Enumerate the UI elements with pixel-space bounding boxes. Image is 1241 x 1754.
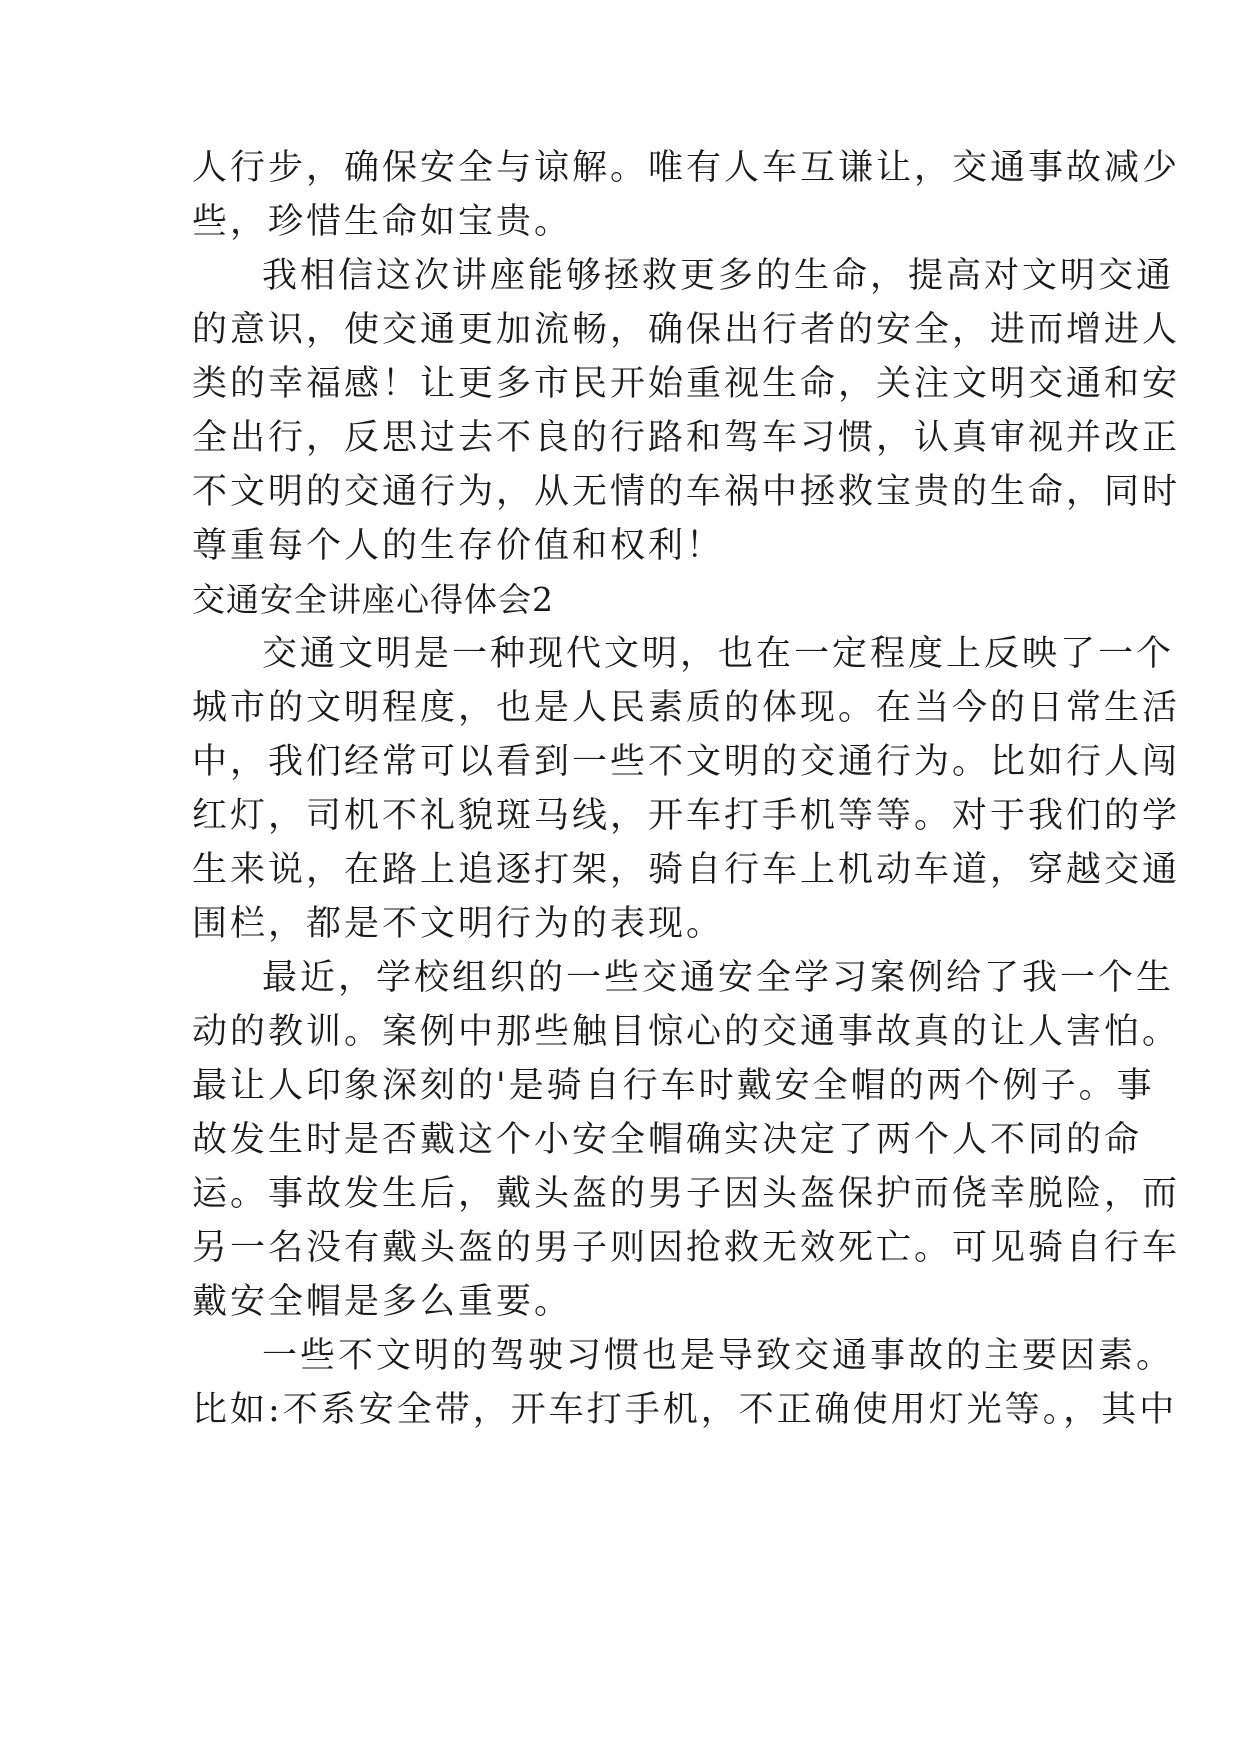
text-line: 最让人印象深刻的'是骑自行车时戴安全帽的两个例子。事 xyxy=(192,1066,1155,1106)
text-line: 些，珍惜生命如宝贵。 xyxy=(192,202,573,242)
text-line: 比如:不系安全带，开车打手机，不正确使用灯光等。，其中 xyxy=(192,1390,1178,1430)
text-line: 尊重每个人的生存价值和权利！ xyxy=(192,526,725,566)
text-line: 的意识，使交通更加流畅，确保出行者的安全，进而增进人 xyxy=(192,310,1181,350)
text-line: 中，我们经常可以看到一些不文明的交通行为。比如行人闯 xyxy=(192,742,1181,782)
text-line: 红灯，司机不礼貌斑马线，开车打手机等等。对于我们的学 xyxy=(192,796,1181,836)
text-line: 类的幸福感！让更多市民开始重视生命，关注文明交通和安 xyxy=(192,364,1181,404)
text-line: 运。事故发生后，戴头盔的男子因头盔保护而侥幸脱险，而 xyxy=(192,1174,1181,1214)
paragraph-start-line: 最近，学校组织的一些交通安全学习案例给了我一个生 xyxy=(262,958,1175,998)
paragraph-start-line: 我相信这次讲座能够拯救更多的生命，提高对文明交通 xyxy=(262,256,1175,296)
text-line: 围栏，都是不文明行为的表现。 xyxy=(192,904,725,944)
text-line: 城市的文明程度，也是人民素质的体现。在当今的日常生活 xyxy=(192,688,1181,728)
paragraph-start-line: 交通文明是一种现代文明，也在一定程度上反映了一个 xyxy=(262,634,1175,674)
text-line: 人行步，确保安全与谅解。唯有人车互谦让，交通事故减少 xyxy=(192,148,1181,188)
text-line: 另一名没有戴头盔的男子则因抢救无效死亡。可见骑自行车 xyxy=(192,1228,1181,1268)
text-line: 动的教训。案例中那些触目惊心的交通事故真的让人害怕。 xyxy=(192,1012,1181,1052)
text-line: 不文明的交通行为，从无情的车祸中拯救宝贵的生命，同时 xyxy=(192,472,1181,512)
text-line: 生来说，在路上追逐打架，骑自行车上机动车道，穿越交通 xyxy=(192,850,1181,890)
section-heading: 交通安全讲座心得体会2 xyxy=(192,580,554,619)
text-line: 戴安全帽是多么重要。 xyxy=(192,1282,573,1322)
paragraph-start-line: 一些不文明的驾驶习惯也是导致交通事故的主要因素。 xyxy=(262,1336,1175,1376)
text-line: 故发生时是否戴这个小安全帽确实决定了两个人不同的命 xyxy=(192,1120,1143,1160)
text-line: 全出行，反思过去不良的行路和驾车习惯，认真审视并改正 xyxy=(192,418,1181,458)
